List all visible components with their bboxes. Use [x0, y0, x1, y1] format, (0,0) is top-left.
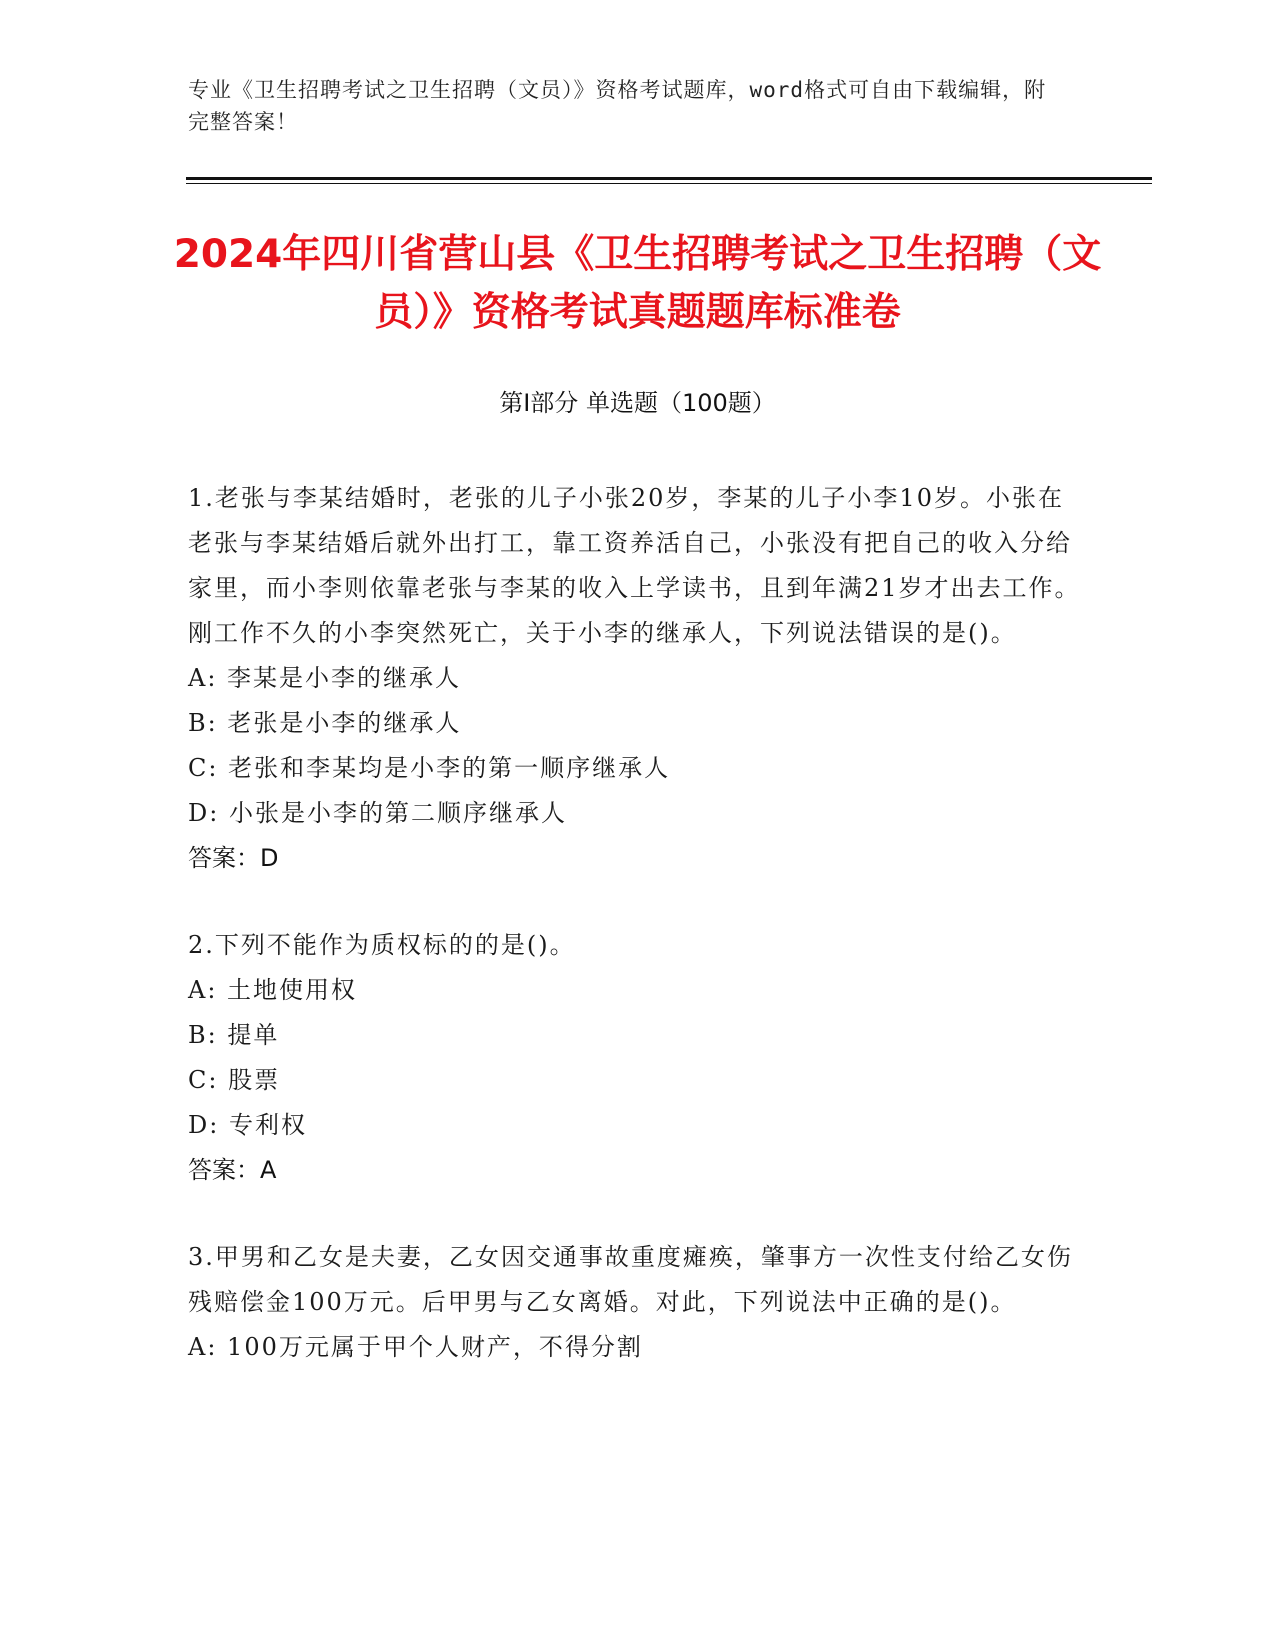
header-note: 专业《卫生招聘考试之卫生招聘（文员）》资格考试题库，word格式可自由下载编辑，附完整答案！: [188, 78, 1047, 134]
question-stem: 2.下列不能作为质权标的的是()。: [188, 931, 576, 959]
option-a: A: 100万元属于甲个人财产，不得分割: [188, 1333, 643, 1361]
question-3: [188, 1235, 1088, 1370]
section-title: 第I部分 单选题（100题）: [499, 389, 776, 417]
option-d: D: 小张是小李的第二顺序继承人: [188, 799, 567, 827]
question-stem: 3.甲男和乙女是夫妻，乙女因交通事故重度瘫痪，肇事方一次性支付给乙女伤残赔偿金100万元。后甲男与乙女离婚。对此，下列说法中正确的是()。: [188, 1243, 1073, 1316]
option-d: D: 专利权: [188, 1111, 307, 1139]
header-divider-thick: [186, 177, 1152, 180]
question-1: [188, 476, 1088, 881]
option-a: A: 李某是小李的继承人: [188, 664, 462, 692]
question-stem: 1.老张与李某结婚时，老张的儿子小张20岁，李某的儿子小李10岁。小张在老张与李某结婚后就外出打工，靠工资养活自己，小张没有把自己的收入分给家里，而小李则依靠老张与李某的收入上学读书，且到年满21岁才出去工作。刚工作不久的小李突然死亡，关于小李的继承人，下列说法错误的是()。: [188, 484, 1081, 647]
option-b: B: 提单: [188, 1021, 280, 1049]
question-list: [188, 476, 1088, 1412]
answer-line: 答案：D: [188, 844, 279, 872]
option-a: A: 土地使用权: [188, 976, 358, 1004]
question-2: [188, 923, 1088, 1193]
answer-line: 答案：A: [188, 1156, 277, 1184]
document-title: 2024年四川省营山县《卫生招聘考试之卫生招聘（文员）》资格考试真题题库标准卷: [173, 232, 1102, 335]
option-c: C: 股票: [188, 1066, 281, 1094]
option-c: C: 老张和李某均是小李的第一顺序继承人: [188, 754, 671, 782]
header-divider-thin: [186, 183, 1152, 184]
option-b: B: 老张是小李的继承人: [188, 709, 462, 737]
